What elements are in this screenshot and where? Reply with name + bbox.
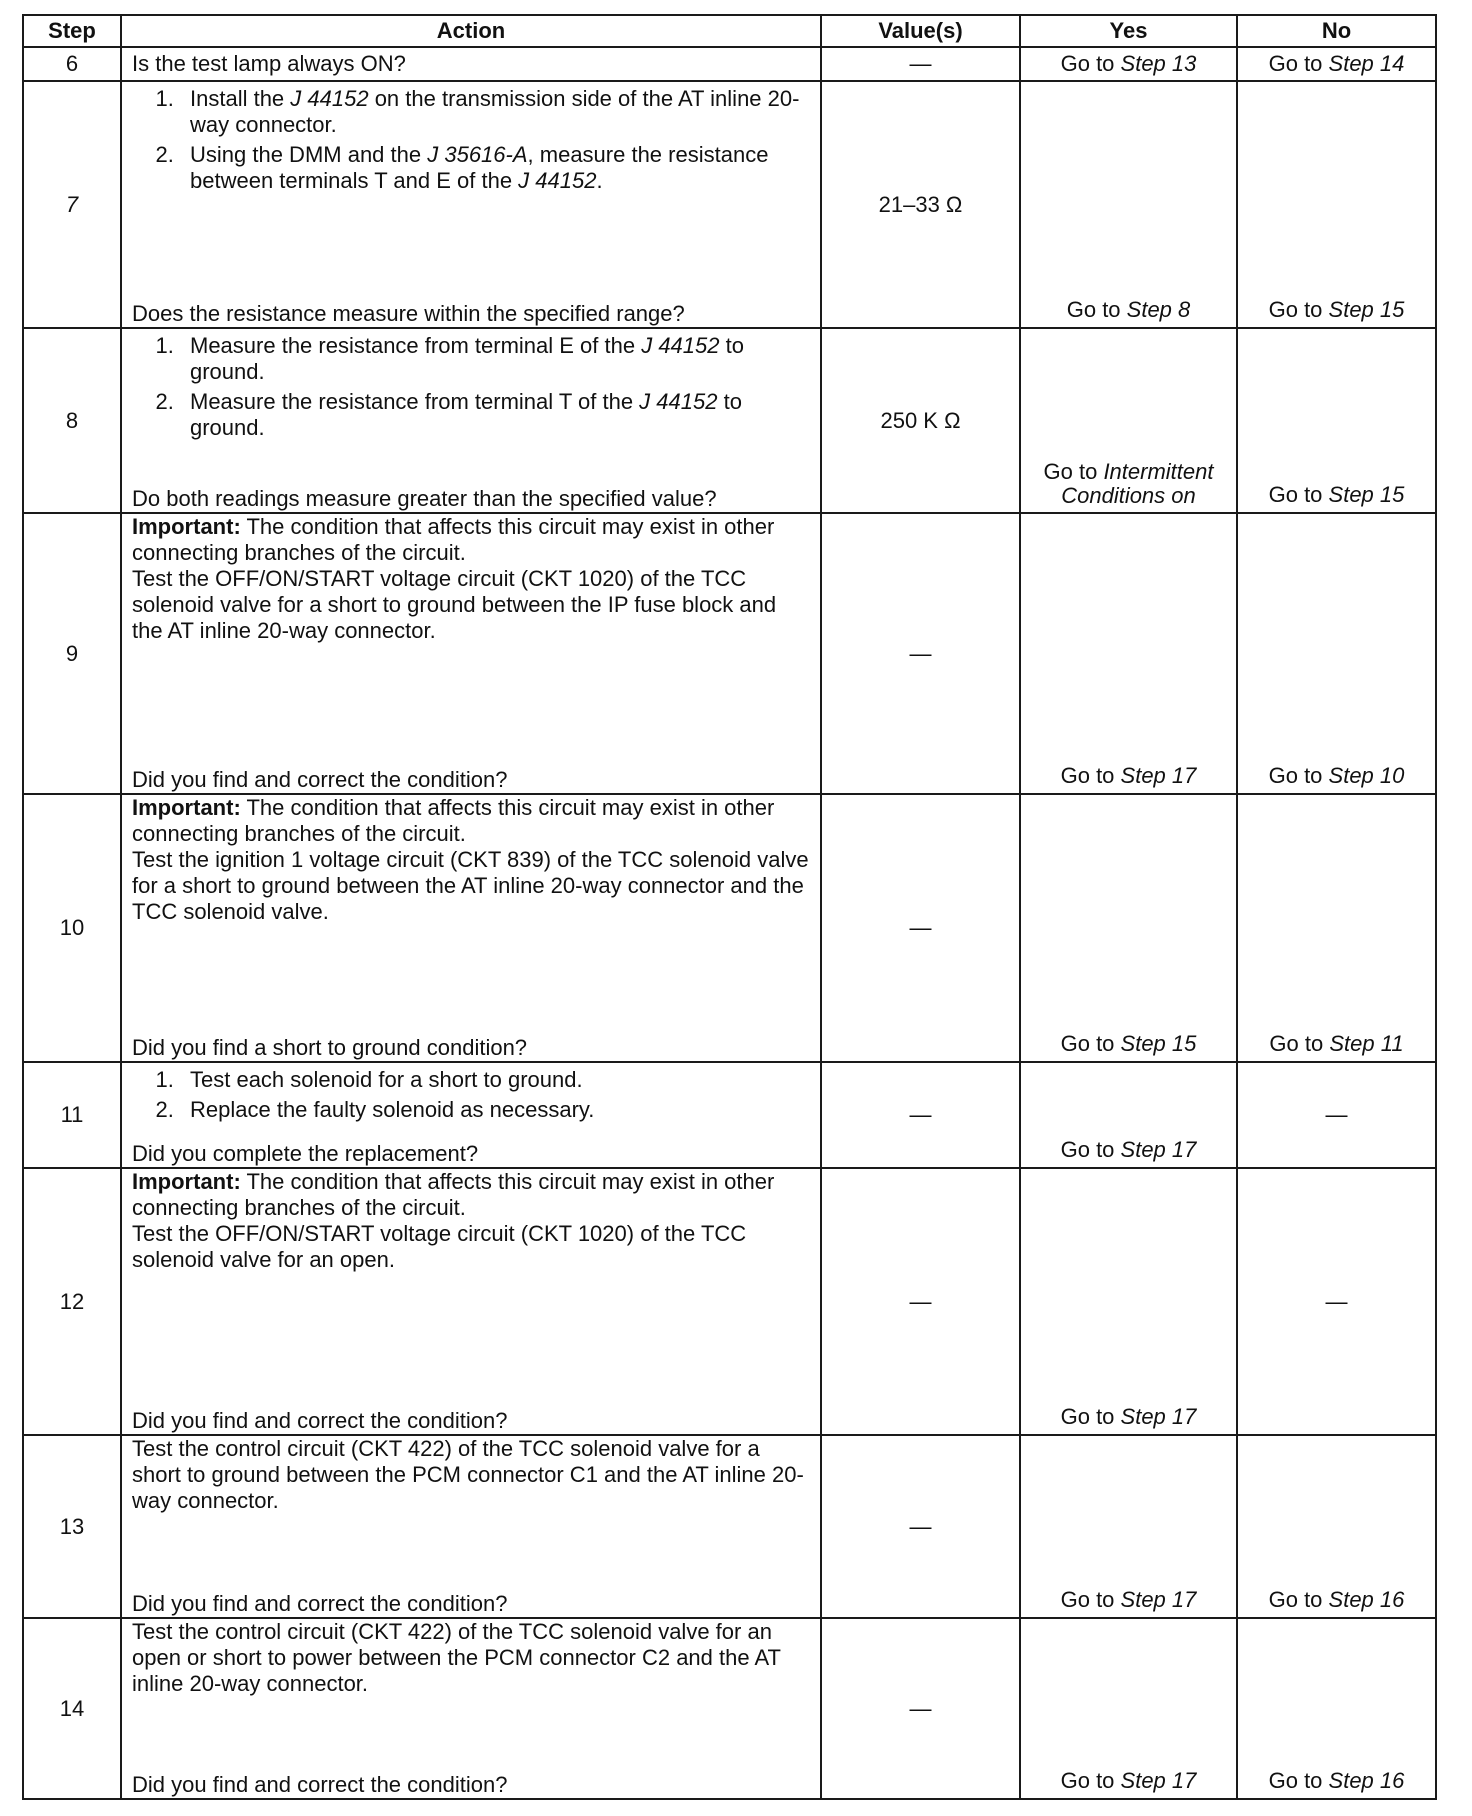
important-text: The condition that affects this circuit may exist in other connecting branches of the circuit. [132,1169,775,1221]
no-cell [1237,1618,1436,1799]
instruction-text: Install the [190,86,291,112]
step-number: 10 [23,794,121,1061]
question-text: Did you complete the replacement? [132,1141,479,1167]
tool-number: J 44152 [518,168,597,194]
yes-prefix: Go to [1066,297,1127,323]
diagnostic-table-sheet [22,14,1435,1800]
step-number: 8 [23,328,121,513]
instruction-list [132,1063,812,1125]
yes-prefix: Go to [1060,1137,1121,1163]
tool-number: J 35616-A [427,142,528,168]
tool-number: J 44152 [641,333,720,359]
question-text: Do both readings measure greater than the specified value? [132,486,717,512]
value-cell: — [821,1618,1020,1799]
instruction-list [132,82,812,196]
yes-cell [1020,1062,1237,1168]
action-cell [121,47,821,81]
table-row-step-9 [23,513,1436,794]
instruction-item: 1. Test each solenoid for a short to ground. [180,1067,812,1093]
action-cell [121,794,821,1061]
yes-link[interactable]: Step 17 [1120,1137,1197,1163]
yes-cell [1020,513,1237,794]
no-prefix: Go to [1268,763,1329,789]
table-row-step-12 [23,1168,1436,1435]
table-row-step-13 [23,1435,1436,1618]
instruction-text: Test the OFF/ON/START voltage circuit (CKT 1020) of the TCC solenoid valve for an open. [132,1221,747,1273]
step-number: 12 [23,1168,121,1435]
no-cell [1237,81,1436,328]
no-cell: — [1237,1168,1436,1435]
yes-cell [1020,794,1237,1061]
table-row-step-10 [23,794,1436,1061]
yes-cell [1020,1168,1237,1435]
question-text: Did you find and correct the condition? [132,767,508,793]
step-number: 6 [23,47,121,81]
yes-link[interactable]: Step 13 [1120,51,1197,77]
question-text: Does the resistance measure within the specified range? [132,301,685,327]
table-row-step-14 [23,1618,1436,1799]
value-cell: — [821,513,1020,794]
yes-link[interactable]: Step 8 [1126,297,1191,323]
question-text: Did you find a short to ground condition? [132,1034,528,1060]
table-row-step-6 [23,47,1436,81]
instruction-text: Measure the resistance from terminal E of the [190,333,642,359]
no-cell [1237,794,1436,1061]
no-cell [1237,513,1436,794]
instruction-text: Measure the resistance from terminal T of the [190,389,640,415]
important-label: Important: [132,1169,241,1195]
yes-cell [1020,47,1237,81]
instruction-block [132,795,812,925]
important-note [132,514,812,566]
step-number: 13 [23,1435,121,1618]
yes-link[interactable]: Step 15 [1120,1030,1197,1056]
yes-link-continued[interactable]: Conditions on [1061,483,1196,509]
header-yes: Yes [1020,15,1237,47]
value-cell: — [821,1168,1020,1435]
header-row [23,15,1436,47]
table-row-step-7 [23,81,1436,328]
instruction-block [132,1169,812,1273]
no-cell [1237,1435,1436,1618]
instruction-text: Test the ignition 1 voltage circuit (CKT 839) of the TCC solenoid valve for a short to ground between the AT inline 20-way connector and the TCC solenoid valve. [132,847,809,925]
value-cell: 21–33 Ω [821,81,1020,328]
action-cell [121,1168,821,1435]
yes-prefix: Go to [1060,1030,1121,1056]
important-label: Important: [132,514,241,540]
no-prefix: Go to [1268,1587,1329,1613]
instruction-block [132,514,812,644]
step-number [23,81,121,328]
no-link[interactable]: Step 14 [1328,51,1405,77]
question-text: Did you find and correct the condition? [132,1591,508,1617]
question-text: Did you find and correct the condition? [132,1772,508,1797]
yes-cell [1020,81,1237,328]
value-cell: — [821,1062,1020,1168]
header-no: No [1237,15,1436,47]
instruction-item [180,86,812,138]
instruction-text: , measure the resistance between terminals T and E of the [190,142,769,194]
important-note [132,795,812,847]
no-prefix: Go to [1268,1768,1329,1793]
no-prefix: Go to [1268,297,1329,323]
instruction-text: Test the OFF/ON/START voltage circuit (CKT 1020) of the TCC solenoid valve for a short to ground between the IP fuse block and the AT inline 20-way connector. [132,566,777,644]
tool-number: J 44152 [290,86,369,112]
header-action: Action [121,15,821,47]
no-link[interactable]: Step 10 [1328,763,1405,789]
instruction-text: Test the control circuit (CKT 422) of the TCC solenoid valve for a short to ground between the PCM connector C1 and the AT inline 20-way connector. [132,1436,804,1514]
table-row-step-11 [23,1062,1436,1168]
no-link[interactable]: Step 15 [1328,482,1405,508]
important-text: The condition that affects this circuit may exist in other connecting branches of the circuit. [132,514,775,566]
instruction-text: to ground. [190,333,744,385]
value-cell: — [821,1435,1020,1618]
value-cell: 250 K Ω [821,328,1020,513]
action-cell [121,81,821,328]
step-number: 9 [23,513,121,794]
no-cell [1237,47,1436,81]
header-step: Step [23,15,121,47]
instruction-text: Test the control circuit (CKT 422) of the TCC solenoid valve for an open or short to power between the PCM connector C2 and the AT inline 20-way connector. [132,1619,781,1697]
no-prefix: Go to [1268,51,1329,77]
yes-link[interactable]: Step 17 [1120,763,1197,789]
important-label: Important: [132,795,241,821]
no-cell: — [1237,1062,1436,1168]
yes-cell [1020,328,1237,513]
yes-prefix: Go to [1043,459,1104,485]
yes-prefix: Go to [1060,1587,1121,1613]
action-cell [121,1435,821,1618]
no-link[interactable]: Step 16 [1328,1587,1405,1613]
instruction-text: Using the DMM and the [190,142,428,168]
yes-cell [1020,1618,1237,1799]
instruction-text: on the transmission side of the AT inline 20-way connector. [190,86,800,138]
no-prefix: Go to [1268,482,1329,508]
yes-prefix: Go to [1060,51,1121,77]
yes-prefix: Go to [1060,763,1121,789]
action-cell [121,513,821,794]
diagnostic-table [22,14,1437,1800]
action-cell [121,328,821,513]
instruction-text: . [596,168,603,194]
instruction-list [132,329,812,443]
question-text: Did you find and correct the condition? [132,1408,508,1434]
yes-link[interactable]: Step 17 [1120,1587,1197,1613]
action-cell [121,1062,821,1168]
yes-link[interactable]: Step 17 [1120,1404,1197,1430]
step-number: 11 [23,1062,121,1168]
yes-prefix: Go to [1060,1404,1121,1430]
instruction-item [180,389,812,441]
yes-prefix: Go to [1060,1768,1121,1793]
value-cell: — [821,794,1020,1061]
action-cell [121,1618,821,1799]
step-number-text: 7 [65,191,79,217]
step-number: 14 [23,1618,121,1799]
no-prefix: Go to [1269,1030,1330,1056]
table-row-step-8 [23,328,1436,513]
instruction-item: 2. Replace the faulty solenoid as necessary. [180,1097,812,1123]
no-link[interactable]: Step 11 [1329,1030,1404,1056]
important-note [132,1169,812,1221]
instruction-item [180,333,812,385]
tool-number: J 44152 [639,389,718,415]
instruction-item [180,142,812,194]
instruction-text: to ground. [190,389,742,441]
question-text: Is the test lamp always ON? [132,51,406,77]
no-link[interactable]: Step 15 [1328,297,1405,323]
yes-link[interactable]: Step 17 [1120,1768,1197,1793]
value-cell: — [821,47,1020,81]
no-link[interactable]: Step 16 [1328,1768,1405,1793]
yes-cell [1020,1435,1237,1618]
yes-link[interactable]: Intermittent [1103,459,1214,485]
header-values: Value(s) [821,15,1020,47]
no-cell [1237,328,1436,513]
important-text: The condition that affects this circuit may exist in other connecting branches of the circuit. [132,795,775,847]
